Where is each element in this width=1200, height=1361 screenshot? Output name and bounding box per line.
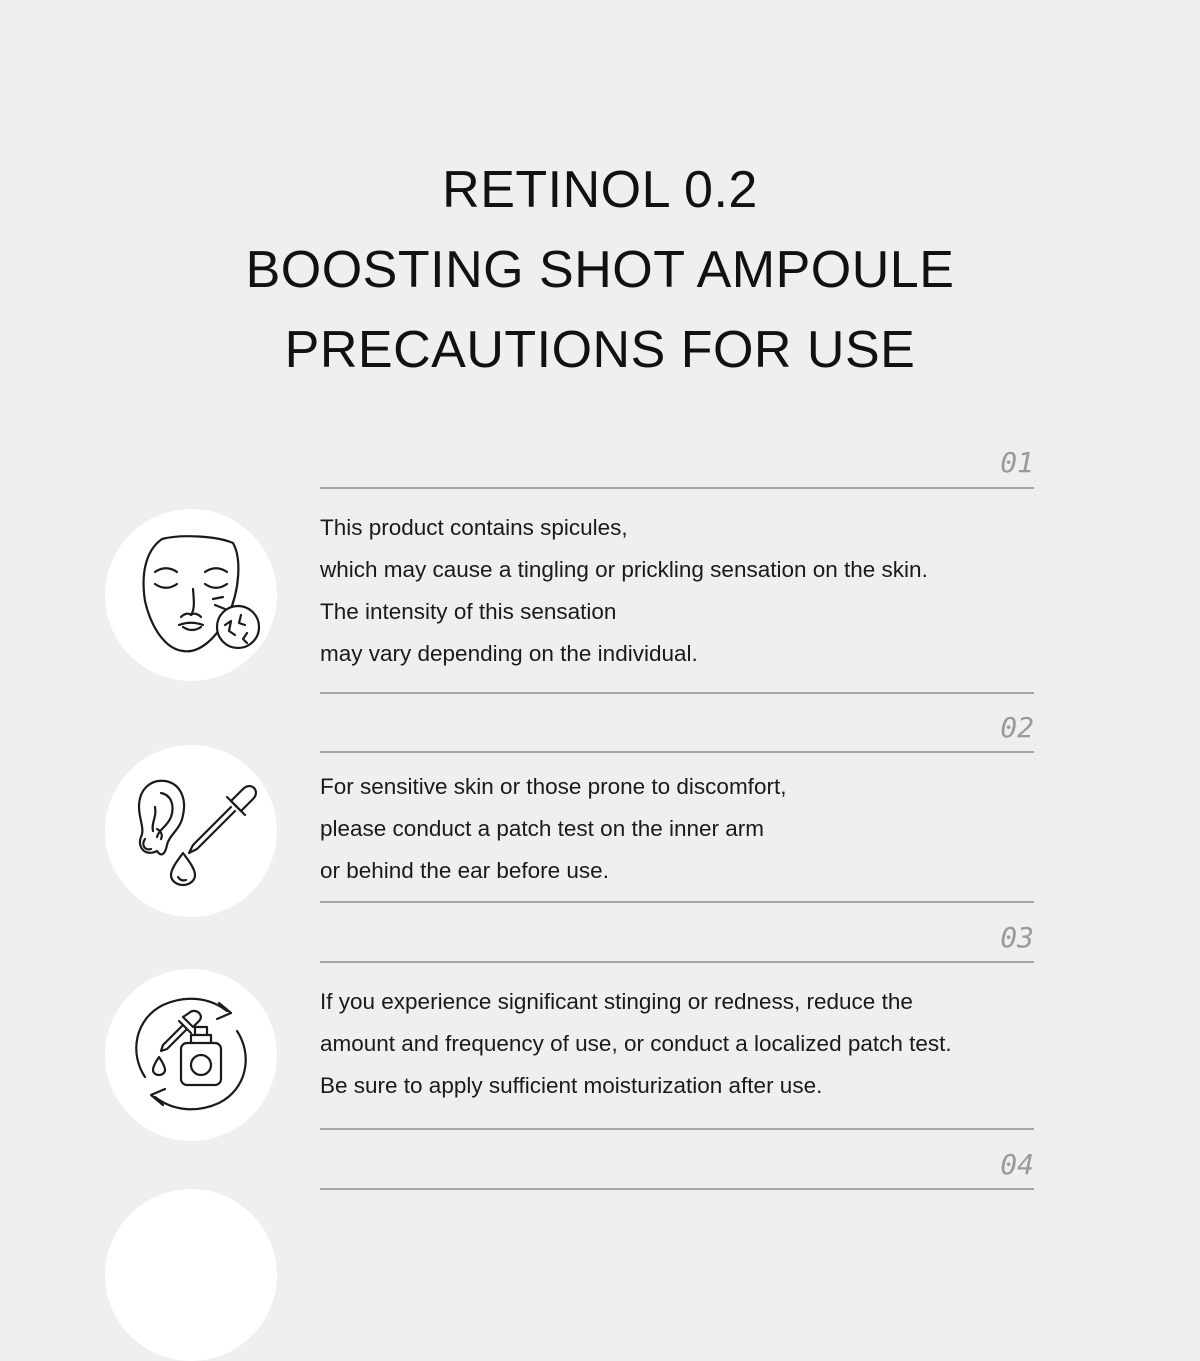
section-text-01 <box>320 507 1060 675</box>
section-number-03: 03 <box>1000 921 1034 954</box>
section-text-02 <box>320 766 1060 892</box>
section-icon-circle <box>105 509 277 681</box>
section-line: may vary depending on the individual. <box>320 641 698 666</box>
section-divider-top <box>320 487 1034 489</box>
section-number-02: 02 <box>1000 711 1034 744</box>
dropper-bottle-cycle-icon <box>105 969 277 1141</box>
section-line: please conduct a patch test on the inner arm <box>320 816 765 841</box>
section-line: The intensity of this sensation <box>320 599 617 624</box>
section-icon-circle <box>105 745 277 917</box>
section-icon-circle <box>105 1189 277 1361</box>
section-text-03 <box>320 981 1060 1107</box>
title-line-1: RETINOL 0.2 <box>442 161 758 219</box>
section-line: This product contains spicules, <box>320 515 628 540</box>
section-divider-bottom <box>320 692 1034 694</box>
section-line: Be sure to apply sufficient moisturization after use. <box>320 1073 823 1098</box>
section-divider-top <box>320 961 1034 963</box>
ear-dropper-icon <box>105 745 277 917</box>
section-divider-bottom <box>320 901 1034 903</box>
section-number-01: 01 <box>1000 446 1034 479</box>
section-line: which may cause a tingling or prickling sensation on the skin. <box>320 557 928 582</box>
section-line: or behind the ear before use. <box>320 858 609 883</box>
section-line: If you experience significant stinging or redness, reduce the <box>320 989 913 1014</box>
section-number-04: 04 <box>1000 1148 1034 1181</box>
page-title <box>0 150 1200 390</box>
section-line: For sensitive skin or those prone to discomfort, <box>320 774 787 799</box>
section-line: amount and frequency of use, or conduct a localized patch test. <box>320 1031 952 1056</box>
section-divider-top <box>320 1188 1034 1190</box>
title-line-2: BOOSTING SHOT AMPOULE <box>245 241 955 299</box>
section-divider-top <box>320 751 1034 753</box>
face-skin-icon <box>105 509 277 681</box>
title-line-3: PRECAUTIONS FOR USE <box>284 321 916 379</box>
section-divider-bottom <box>320 1128 1034 1130</box>
section-icon-circle <box>105 969 277 1141</box>
